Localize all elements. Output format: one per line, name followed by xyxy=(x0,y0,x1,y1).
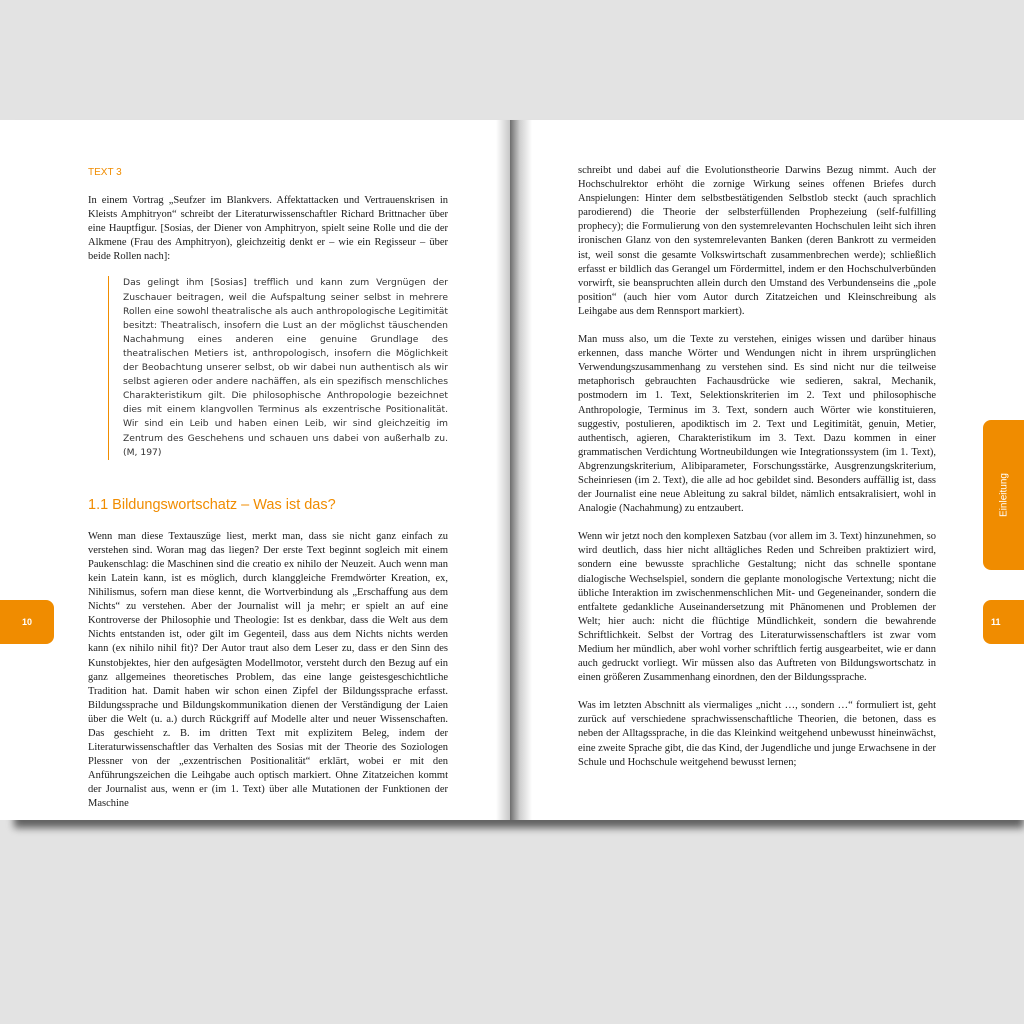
right-text-column xyxy=(578,164,936,784)
left-page xyxy=(0,120,510,820)
body-paragraph: Wenn man diese Textauszüge liest, merkt man, dass sie nicht ganz einfach zu verstehen sind. Woran mag das liegen? Der erste Text beginnt sogleich mit einem Paukenschlag: die Maschinen sind die creatio ex nihilo der Neuzeit. Auch wenn man kein Latein kann, ist es möglich, durch klanggleiche Fremdwörter Kreation, ex, Nihilismus, sofern man diese kennt, die Wortverbindung als „Erschaffung aus dem Nichts“ zu verstehen. Aber der Journalist will ja mehr; er spielt an auf eine Kontroverse der Philosophie und Theologie: Ist es denkbar, dass die Welt aus dem Nichts entstanden ist, oder gilt im Gegenteil, dass aus dem Nichts nichts werden kann (ex nihilo nihil fit)? Der Autor traut also dem Leser zu, dass er den Sinn des Kunstobjektes, hier den aufgesägten Modellmotor, versteht durch den Bezug auf ein ganz allgemeines theoretisches Problem, das eine lange geistesgeschichtliche Tradition hat. Damit haben wir schon einen Zipfel der Bildungssprache erfasst. Bildungssprache und Bildungskommunikation dienen der Verständigung der Laien über die Welt (u. a.) durch Rückgriff auf Modelle alter und neuer Wissenschaften. Das geschieht z. B. im dritten Text mit explizitem Beleg, indem der Literaturwissenschaftler das Verhalten des Sosias mit der Theorie des Soziologen Plessner von der „exzentrischen Positionalität“ erklärt, wobei er mit den Anführungszeichen die Leihgabe auch optisch markiert. Ohne Zitatzeichen kommt der Journalist aus, wenn er (im 1. Text) über alle Mutationen der Funktionen der Maschine xyxy=(88,530,448,810)
page-number-left: 10 xyxy=(0,600,54,644)
left-text-column xyxy=(88,166,448,820)
paragraph-2: Man muss also, um die Texte zu verstehen, einiges wissen und darüber hinaus erkennen, dass manche Wörter und Wendungen nicht in ihrem ursprünglichen Verwendungszusammenhang zu verstehen sind. Es sind nicht nur die teilweise metaphorisch gebrauchten Fachausdrücke wie sedieren, sakral, Mechanik, postmodern im 1. Text, Selektionskriterien im 2. Text und philosophische Anthropologie, Terminus im 3. Text, sondern auch Wörter wie konstituieren, suggestiv, postulieren, apodiktisch im 2. Text und Legitimität, genuin, Metier, authentisch, agieren, Charakteristikum im 3. Text. Dazu kommen in einer grammatischen Verdichtung Wortneubildungen wie Integrationssystem (im 1. Text), Abgrenzungskriterium, Alibiparameter, Forschungsstärke, Ausgrenzungskriterium, Scheinriesen (im 2. Text), die alle ad hoc gebildet sind. Besonders auffällig ist, dass der Journalist eine neue Ableitung zu sakral bildet, nämlich entsakralisiert, wohl in Analogie (Nachahmung) zu entzaubert. xyxy=(578,334,936,515)
quote-block: Das gelingt ihm [Sosias] trefflich und kann zum Vergnügen der Zuschauer beitragen, weil die Aufspaltung seiner selbst in mehrere Rollen eine sowohl theatralische als auch anthropologische Legitimität besitzt: Theatralisch, insofern die Lust an der möglichst täuschenden Nachahmung eines anderen eine genuine Grundlage des theatralischen Metiers ist, anthropologisch, insofern die Möglichkeit der Beobachtung unserer selbst, ob wir dabei nun authentisch als wir selbst agieren oder andere nachäffen, als ein spezifisch menschliches Charakteristikum gilt. Die philosophische Anthropologie bezeichnet dies mit einem klangvollen Terminus als exzentrische Positionalität. Wir sind ein Leib und haben einen Leib, wir sind gleichzeitig im Zentrum des Geschehens und schauen uns dabei von außerhalb zu. (M, 197) xyxy=(108,276,448,459)
paragraph-1: schreibt und dabei auf die Evolutionstheorie Darwins Bezug nimmt. Auch der Hochschulrektor erhöht die zornige Wirkung seines offenen Briefes durch Anspielungen: Hinter dem selbstbestätigenden Selbstlob steckt (auch sprachlich parodierend) die Theorie der selbsterfüllenden Prophezeiung (self-fulfilling prophecy); die Formulierung von den systemrelevanten Hochschulen leiht sich ihren ironischen Glanz von den systemrelevanten Banken (deren Bankrott zu vermeiden ist, weil sonst die gesamte Volkswirtschaft zusammenbrechen werde); schließlich erfasst er bildlich das Gerangel um Fördermittel, indem er den Hochschulverbünden vorwirft, sie beanspruchten allein durch den Umstand des Verbundenseins die „pole position“ (auch hier vom Autor durch Zitatzeichen und Kleinschreibung als Leihgabe aus dem Rennsport markiert). xyxy=(578,165,936,317)
paragraph-4: Was im letzten Abschnitt als viermaliges „nicht …, sondern …“ formuliert ist, geht zurück auf verschiedene sprachwissenschaftliche Theorien, die betonen, dass es neben der Alltagssprache, in die das Kleinkind weitgehend unbewusst hineinwächst, eine zweite Sprache gibt, die das Kind, der Jugendliche und junge Erwachsene in der Schule und Hochschule weitgehend bewusst lernen; xyxy=(578,700,936,768)
intro-paragraph: In einem Vortrag „Seufzer im Blankvers. Affektattacken und Vertrauenskrisen in Kleists Amphitryon“ schreibt der Literaturwissenschaftler Richard Brittnacher über eine Hauptfigur. [Sosias, der Diener von Amphitryon, spielt seine Rolle und die der Alkmene (Frau des Amphitryon), gleichzeitig denkt er – wie ein Regisseur – über beide Rollen nach]: xyxy=(88,195,448,263)
gutter-shadow-right xyxy=(510,120,532,820)
right-page xyxy=(516,120,1024,820)
page-number-right: 11 xyxy=(983,600,1024,644)
section-heading: 1.1 Bildungswortschatz – Was ist das? xyxy=(88,496,336,513)
chapter-tab-label: Einleitung xyxy=(998,473,1009,517)
paragraph-3: Wenn wir jetzt noch den komplexen Satzbau (vor allem im 3. Text) hinzunehmen, so wird deutlich, dass hier nicht alltägliches Reden und Schreiben praktiziert wird, sondern eine bewusste sprachliche Gestaltung; nicht das schnelle spontane dialogische Wechselspiel, sondern die geplante monologische Vertextung; nicht die übliche Interaktion im zwischenmenschlichen Mit- und Gegeneinander, sondern die entfaltete gedankliche Auseinandersetzung mit Phänomenen und Problemen der Welt; hier auch: nicht die flüchtige Mündlichkeit, sondern die bewahrende Schriftlichkeit. Selbst der Vortrag des Literaturwissenschaftlers ist zwar vom Medium her mündlich, aber wohl vorher schriftlich fertig ausgearbeitet, wie er dann auch gedruckt vorliegt. Wir müssen also das Auftreten von Bildungswortschatz in einen größeren Zusammenhang einordnen, den der Bildungssprache. xyxy=(578,531,936,684)
text-label: TEXT 3 xyxy=(88,167,122,178)
chapter-tab xyxy=(983,420,1024,570)
